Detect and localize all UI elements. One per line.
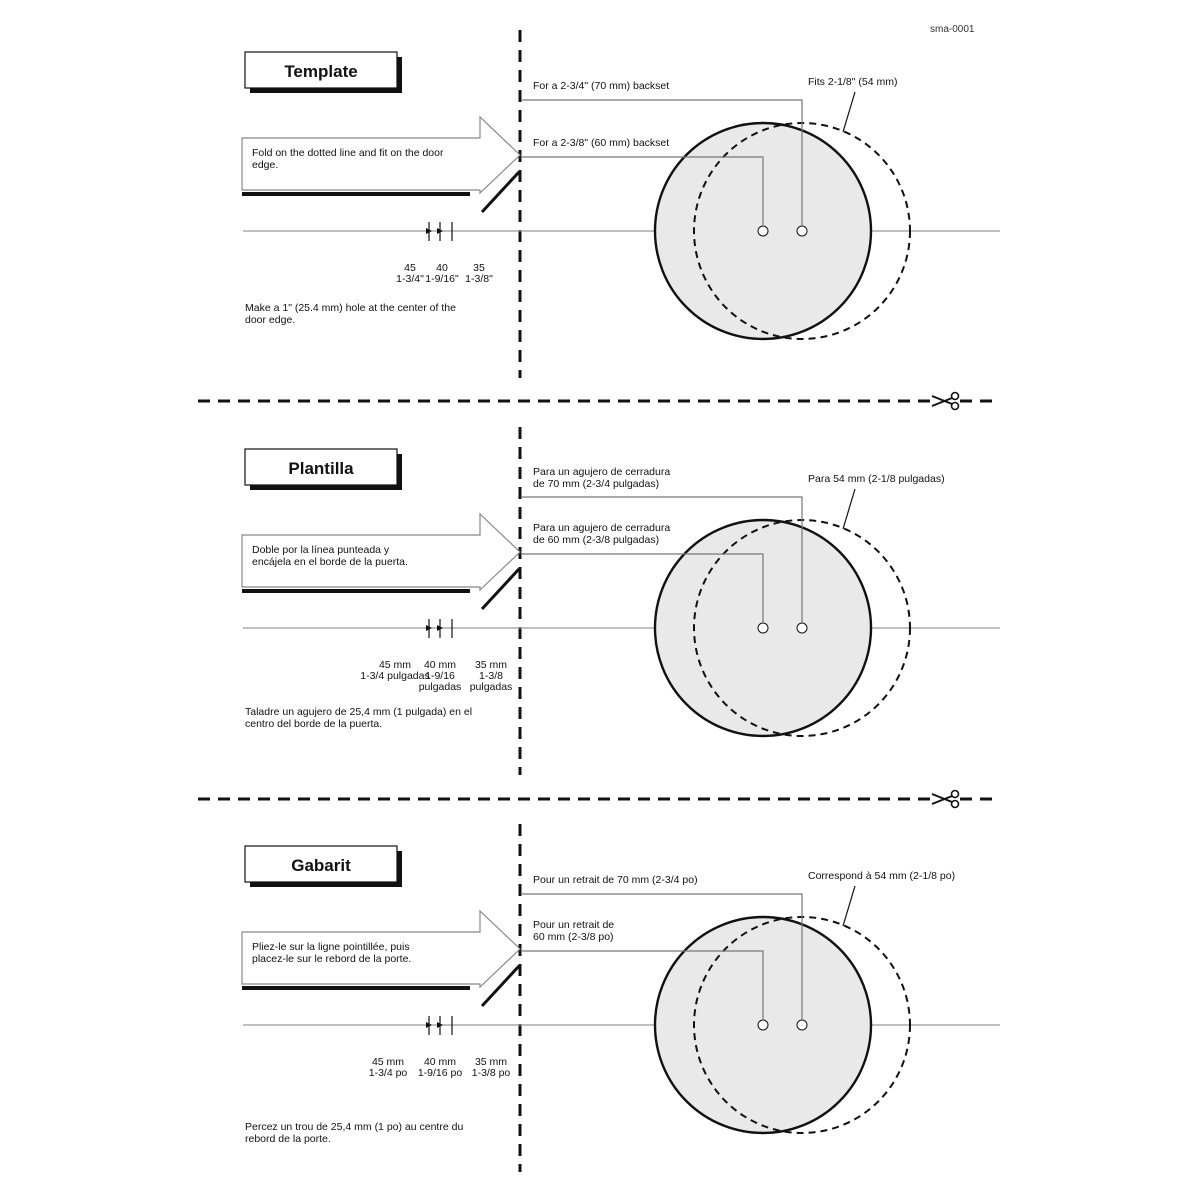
thickness-label-1-line: 40 mm xyxy=(423,1056,457,1068)
thickness-label-1-line: 1-9/16" xyxy=(425,273,459,285)
label-fits-54mm: Correspond à 54 mm (2-1/8 po) xyxy=(808,870,956,882)
template-sections xyxy=(242,30,1000,1172)
hole-center-70mm xyxy=(797,1020,807,1030)
hole-center-60mm xyxy=(758,623,768,633)
thickness-label-0 xyxy=(396,262,424,285)
thickness-label-0 xyxy=(360,659,429,682)
thickness-label-1-line: pulgadas xyxy=(418,681,462,693)
section-title: Gabarit xyxy=(291,856,351,875)
drill-instruction xyxy=(245,1121,463,1145)
scissors-icon xyxy=(932,393,959,410)
thickness-label-1-line: 40 mm xyxy=(423,659,457,671)
fold-instruction xyxy=(252,941,411,965)
hole-center-70mm xyxy=(797,623,807,633)
hole-center-60mm xyxy=(758,226,768,236)
thickness-label-1-line: 40 xyxy=(436,262,448,274)
thickness-label-2-line: 35 mm xyxy=(474,659,508,671)
label-70mm-backset-line: For a 2-3/4" (70 mm) backset xyxy=(533,80,670,92)
hole-center-60mm xyxy=(758,1020,768,1030)
thickness-label-0-line: 1-3/4" xyxy=(396,273,424,285)
fold-instruction-line: encájela en el borde de la puerta. xyxy=(252,556,408,568)
scissors-icon xyxy=(932,791,959,808)
drill-instruction-line: Taladre un agujero de 25,4 mm (1 pulgada) en el xyxy=(245,706,473,718)
thickness-label-2-line: 35 mm xyxy=(474,1056,508,1068)
thickness-label-1 xyxy=(425,262,459,285)
hole-center-70mm xyxy=(797,226,807,236)
fits-leader xyxy=(843,489,855,529)
drill-instruction-line: centro del borde de la puerta. xyxy=(245,718,383,730)
thickness-label-1-line: 1-9/16 xyxy=(425,670,455,682)
label-70mm-backset xyxy=(533,874,698,886)
drill-instruction-line: rebord de la porte. xyxy=(245,1133,331,1145)
drill-instruction-line: Percez un trou de 25,4 mm (1 po) au centre du xyxy=(245,1121,464,1133)
thickness-label-0 xyxy=(369,1056,408,1079)
label-60mm-backset-line: 60 mm (2-3/8 po) xyxy=(533,931,614,943)
label-70mm-backset xyxy=(533,466,670,490)
thickness-label-2 xyxy=(470,659,513,693)
fold-instruction-line: edge. xyxy=(252,159,279,171)
label-60mm-backset xyxy=(533,919,614,943)
fold-instruction-line: Doble por la línea punteada y xyxy=(252,544,390,556)
template-section-en xyxy=(242,30,1000,378)
fold-instruction-line: placez-le sur le rebord de la porte. xyxy=(252,953,412,965)
drill-instruction-line: door edge. xyxy=(245,314,296,326)
fits-leader xyxy=(843,886,855,926)
thickness-label-2 xyxy=(465,262,493,285)
thickness-label-2-line: 1-3/8 xyxy=(479,670,503,682)
thickness-label-0-line: 1-3/4 po xyxy=(368,1067,408,1079)
fold-instruction-line: Pliez-le sur la ligne pointillée, puis xyxy=(252,941,410,953)
fold-instruction xyxy=(252,544,408,568)
scissors-handle xyxy=(952,403,959,410)
label-70mm-backset-line: Pour un retrait de 70 mm (2-3/4 po) xyxy=(533,874,698,886)
label-70mm-backset-line: Para un agujero de cerradura xyxy=(533,466,671,478)
template-section-es xyxy=(242,427,1000,775)
scissors-handle xyxy=(952,791,959,798)
thickness-label-0-line: 1-3/4 pulgadas xyxy=(360,670,430,682)
label-fits-54mm: Para 54 mm (2-1/8 pulgadas) xyxy=(808,473,945,485)
document-code: sma-0001 xyxy=(930,24,975,35)
drill-instruction-line: Make a 1" (25.4 mm) hole at the center of the xyxy=(245,302,456,314)
label-60mm-backset-line: Para un agujero de cerradura xyxy=(533,522,671,534)
thickness-label-2-line: 35 xyxy=(473,262,485,274)
thickness-label-1 xyxy=(419,659,462,693)
label-60mm-backset-line: de 60 mm (2-3/8 pulgadas) xyxy=(533,534,660,546)
scissors-handle xyxy=(952,801,959,808)
section-title: Template xyxy=(284,62,358,81)
label-60mm-backset-line: Pour un retrait de xyxy=(533,919,615,931)
label-60mm-backset-line: For a 2-3/8" (60 mm) backset xyxy=(533,137,670,149)
thickness-label-1-line: 1-9/16 po xyxy=(417,1067,463,1079)
fits-leader xyxy=(843,92,855,132)
label-70mm-backset xyxy=(533,80,669,92)
thickness-label-0-line: 45 mm xyxy=(378,659,412,671)
section-title: Plantilla xyxy=(288,459,354,478)
label-60mm-backset xyxy=(533,522,670,546)
thickness-label-2-line: 1-3/8" xyxy=(465,273,493,285)
drill-instruction xyxy=(245,302,456,326)
thickness-label-2-line: 1-3/8 po xyxy=(471,1067,511,1079)
fold-instruction-line: Fold on the dotted line and fit on the door xyxy=(252,147,444,159)
thickness-label-2 xyxy=(472,1056,511,1079)
label-fits-54mm: Fits 2-1/8" (54 mm) xyxy=(808,76,898,88)
template-section-fr xyxy=(242,824,1000,1172)
thickness-label-2-line: pulgadas xyxy=(469,681,513,693)
label-70mm-backset-line: de 70 mm (2-3/4 pulgadas) xyxy=(533,478,660,490)
thickness-label-0-line: 45 mm xyxy=(371,1056,405,1068)
label-60mm-backset xyxy=(533,137,669,149)
thickness-label-1 xyxy=(418,1056,463,1079)
thickness-label-0-line: 45 xyxy=(404,262,416,274)
drill-instruction xyxy=(245,706,472,730)
scissors-handle xyxy=(952,393,959,400)
